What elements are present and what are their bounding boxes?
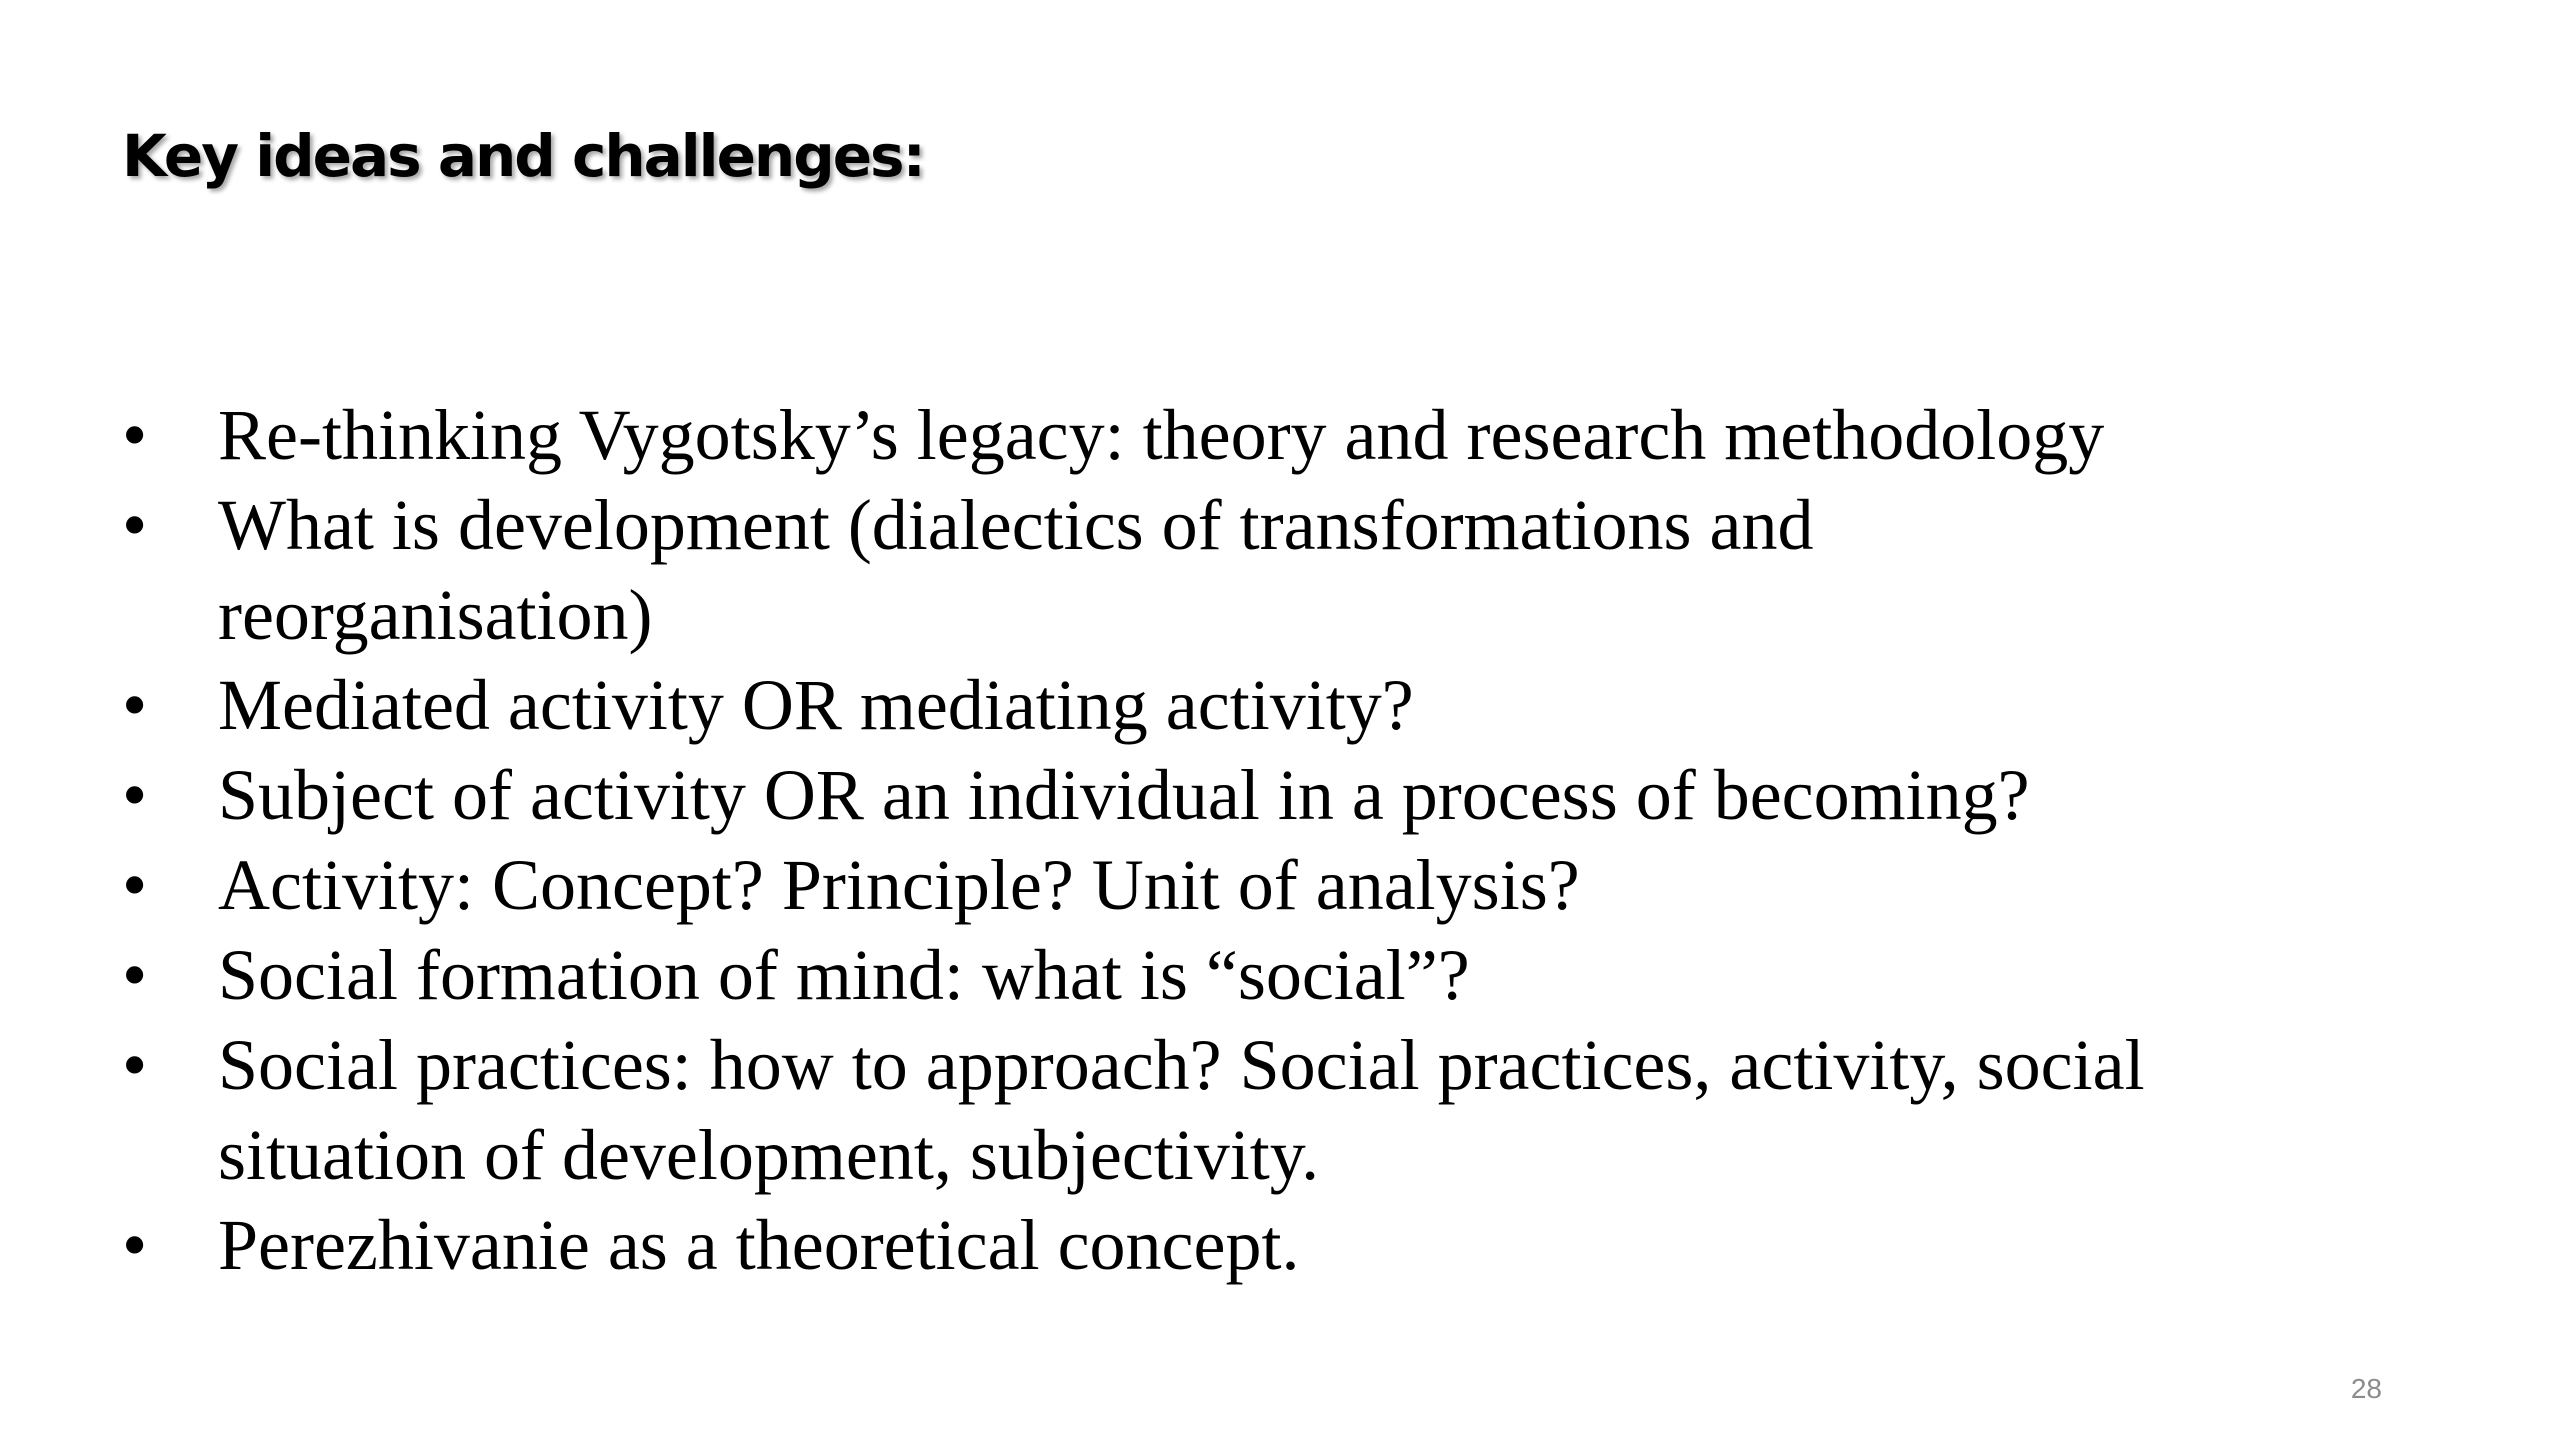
bullet-text: Mediated activity OR mediating activity? xyxy=(218,665,1414,745)
bullet-item xyxy=(122,480,2038,660)
bullet-list xyxy=(122,390,2422,1290)
bullet-item xyxy=(122,930,2422,1020)
slide-title: Key ideas and challenges: xyxy=(122,122,924,190)
bullet-item xyxy=(122,1020,2168,1200)
slide-number: 28 xyxy=(2350,1373,2382,1404)
bullet-text: Social practices: how to approach? Social practices, activity, social situation of development, subjectivity. xyxy=(218,1025,2145,1195)
bullet-mark: • xyxy=(122,665,148,745)
bullet-text: Perezhivanie as a theoretical concept. xyxy=(218,1205,1300,1285)
bullet-mark: • xyxy=(122,845,148,925)
bullet-mark: • xyxy=(122,1205,148,1285)
bullet-text: Activity: Concept? Principle? Unit of analysis? xyxy=(218,845,1580,925)
bullet-mark: • xyxy=(122,395,148,475)
bullet-mark: • xyxy=(122,1025,148,1105)
bullet-item xyxy=(122,750,2422,840)
bullet-text: What is development (dialectics of transformations and reorganisation) xyxy=(218,485,1814,655)
bullet-item xyxy=(122,660,2422,750)
bullet-text: Social formation of mind: what is “social”? xyxy=(218,935,1470,1015)
bullet-text: Subject of activity OR an individual in a process of becoming? xyxy=(218,755,2030,835)
bullet-text: Re-thinking Vygotsky’s legacy: theory and research methodology xyxy=(218,395,2105,475)
bullet-mark: • xyxy=(122,935,148,1015)
bullet-item xyxy=(122,390,2422,480)
bullet-mark: • xyxy=(122,755,148,835)
bullet-mark: • xyxy=(122,485,148,565)
bullet-item xyxy=(122,1200,2422,1290)
bullet-item xyxy=(122,840,2422,930)
